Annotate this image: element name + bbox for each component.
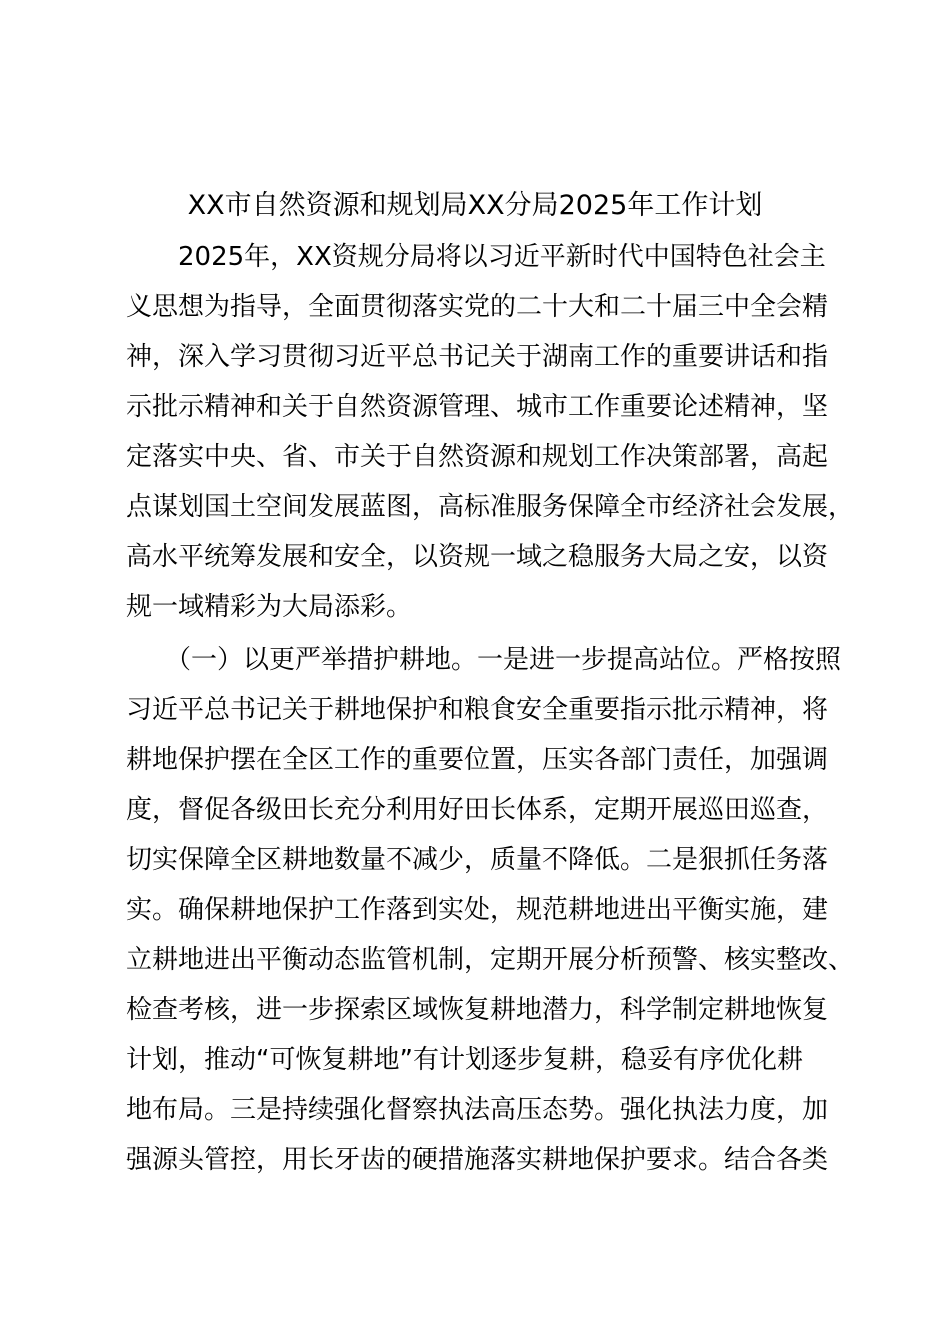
text-line: 示批示精神和关于自然资源管理、城市工作重要论述精神，坚 bbox=[126, 392, 829, 422]
text-line: 切实保障全区耕地数量不减少，质量不降低。二是狠抓任务落 bbox=[126, 845, 829, 875]
text-line: 强源头管控，用长牙齿的硬措施落实耕地保护要求。结合各类 bbox=[126, 1145, 829, 1175]
text-line: 习近平总书记关于耕地保护和粮食安全重要指示批示精神，将 bbox=[126, 695, 829, 725]
text-line: 实。确保耕地保护工作落到实处，规范耕地进出平衡实施，建 bbox=[126, 895, 829, 925]
text-line: 2025年，XX资规分局将以习近平新时代中国特色社会主 bbox=[126, 242, 826, 272]
text-line: 规一域精彩为大局添彩。 bbox=[126, 592, 413, 622]
document-title: XX市自然资源和规划局XX分局2025年工作计划 bbox=[187, 190, 763, 221]
text-line: 定落实中央、省、市关于自然资源和规划工作决策部署，高起 bbox=[126, 442, 829, 472]
text-line: 度，督促各级田长充分利用好田长体系，定期开展巡田巡查， bbox=[126, 795, 829, 825]
text-line: 地布局。三是持续强化督察执法高压态势。强化执法力度，加 bbox=[126, 1095, 829, 1125]
text-line: 义思想为指导，全面贯彻落实党的二十大和二十届三中全会精 bbox=[126, 292, 829, 322]
text-line: 耕地保护摆在全区工作的重要位置，压实各部门责任，加强调 bbox=[126, 745, 829, 775]
text-line: （一）以更严举措护耕地。一是进一步提高站位。严格按照 bbox=[126, 645, 842, 675]
paragraph-section-1 bbox=[126, 635, 866, 1185]
text-line: 计划，推动“可恢复耕地”有计划逐步复耕，稳妥有序优化耕 bbox=[126, 1045, 803, 1075]
text-line: 检查考核，进一步探索区域恢复耕地潜力，科学制定耕地恢复 bbox=[126, 995, 829, 1025]
paragraph-intro bbox=[126, 232, 866, 632]
text-line: 高水平统筹发展和安全，以资规一域之稳服务大局之安，以资 bbox=[126, 542, 829, 572]
text-line: 点谋划国土空间发展蓝图，高标准服务保障全市经济社会发展， bbox=[126, 492, 855, 522]
text-line: 立耕地进出平衡动态监管机制，定期开展分析预警、核实整改、 bbox=[126, 945, 855, 975]
text-line: 神，深入学习贯彻习近平总书记关于湖南工作的重要讲话和指 bbox=[126, 342, 829, 372]
document-body bbox=[126, 232, 866, 1185]
